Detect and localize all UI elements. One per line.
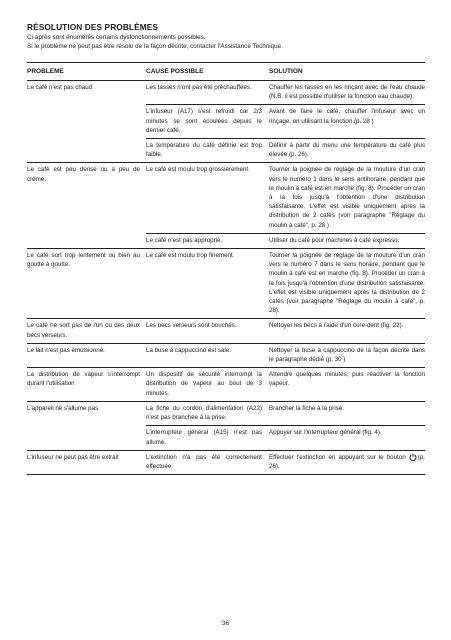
solution-cell: Nettoyer les becs à l'aide d'un cure-dent (fig. 22). xyxy=(269,322,404,330)
problem-cell: Le café n'est pas chaud xyxy=(27,84,93,91)
cause-cell: Les tasses n'ont pas été préchauffées. xyxy=(146,84,252,91)
intro-line-2: Si le problème ne peut pas être résolu de la façon décrite, contacter l'Assistance Technique. xyxy=(27,43,283,50)
header-solution: SOLUTION xyxy=(269,68,303,75)
solution-cell: Avant de faire le café, chauffer l'infuseur avec un rinçage, en utilisant la fonction (p. 28 ) xyxy=(269,108,425,125)
solution-text-tail: (p. 26). xyxy=(269,453,425,470)
table-row xyxy=(27,319,425,343)
solution-cell: Tourner la poignée de réglage de la mouture d'un cran vers le numéro 1 dans le sens antihoraire, pendant que le moulin à café est en marche (fig. 8). Procéder un cran à la fois jusqu'à l'obtention d'une distribution satisfaisante. L'effet est visible uniquement après la distribution de 2 cafés (voir paragraphe "Réglage du moulin à café", p. 28 ). xyxy=(269,166,425,229)
cause-cell: La fiche du cordon d'alimentation (A22) n'est pas branchée à la prise. xyxy=(146,404,262,422)
page-number: 36 xyxy=(221,620,230,627)
solution-cell: Définir à partir du menu une température du café plus élevée (p. 26). xyxy=(269,142,425,159)
problem-cell: Le lait n'est pas émulsionné. xyxy=(27,346,105,354)
solution-cell: Appuyer sur l'interrupteur général (fig. 4). xyxy=(269,429,382,437)
table-row xyxy=(27,451,425,475)
intro-line-1: Ci-après sont énumérés certains dysfonctionnements possibles. xyxy=(27,34,206,41)
cause-solution-pair xyxy=(146,402,425,425)
cause-cell: L'interrupteur général (A15) n'est pas allumé. xyxy=(146,429,262,446)
solution-cell xyxy=(269,451,425,474)
table-row xyxy=(27,402,425,451)
cause-cell: La température du café définie est trop faible. xyxy=(146,142,262,159)
solution-cell: Nettoyer la buse à cappuccino de la façon décrite dans le paragraphe dédié (p. 30 ) xyxy=(269,346,425,364)
cause-solution-pair xyxy=(146,138,425,162)
problem-cell: La distribution de vapeur s'interrompt durant l'utilisation xyxy=(27,371,140,388)
cause-cell: L'infuseur (A17) s'est refroidi car 2/3 minutes se sont écoulées depuis le dernier café. xyxy=(146,108,262,134)
table-header xyxy=(27,63,425,81)
cause-solution-pair xyxy=(146,81,425,104)
header-problem: PROBLEME xyxy=(27,68,64,75)
page-title: RÉSOLUTION DES PROBLÈMES xyxy=(27,22,159,32)
table-row xyxy=(27,249,425,319)
cause-cell: Le café est moulu trop grossièrement. xyxy=(146,166,250,174)
cause-cell: Un dispositif de sécurité interrompt la distribution de vapeur au bout de 3 minutes. xyxy=(146,371,262,397)
cause-solution-pair xyxy=(146,425,425,449)
problem-cell: Le café ne sort pas de l'un ou des deux becs verseurs. xyxy=(27,322,140,339)
solution-cell: Tourner la poignée de réglage de la mouture d'un cran vers le numéro 7 dans le sens horaire, pendant que le moulin à café est en marche (fig. 8). Procéder un cran à la fois jusqu'à l'obtention d'une distribution satisfaisante. L'effet est visible uniquement après la distribution de 2 cafés (voir paragraphe "Réglage du moulin à café", p. 28). xyxy=(269,252,425,315)
cause-cell: La buse à cappuccino est sale. xyxy=(146,346,231,354)
cause-solution-pair xyxy=(146,104,425,138)
cause-cell: Le café n'est pas approprié. xyxy=(146,236,223,244)
cause-solution-pair xyxy=(146,233,425,248)
table-row xyxy=(27,368,425,402)
cause-solution-pair xyxy=(146,163,425,232)
solution-cell: Utiliser du café pour machines à café expresso. xyxy=(269,236,400,244)
solution-cell: Brancher la fiche à la prise. xyxy=(269,404,344,412)
cause-cell: Le café est moulu trop finement. xyxy=(146,252,235,260)
troubleshooting-table xyxy=(27,62,425,475)
solution-cell: Chauffer les tasses en les rinçant avec de l'eau chaude (N.B. il est possible d'utiliser la fonction eau chaude). xyxy=(269,84,425,101)
solution-text: Effectuer l'extinction en appuyant sur le bouton xyxy=(269,453,406,461)
solution-cell: Attendre quelques minutes, puis réactiver la fonction vapeur. xyxy=(269,371,425,388)
header-cause: CAUSE POSSIBLE xyxy=(146,68,204,75)
problem-cell: Le café est peu dense ou a peu de crème. xyxy=(27,166,140,183)
problem-cell: L'infuseur ne peut pas être extrait xyxy=(27,453,119,461)
power-icon xyxy=(409,453,417,461)
cause-cell: L'extinction n'a pas été correctement effectuée xyxy=(146,453,262,470)
problem-cell: Le café sort trop lentement ou bien au goutte à goutte. xyxy=(27,252,140,269)
cause-cell: Les becs verseurs sont bouchés. xyxy=(146,322,237,330)
table-row xyxy=(27,81,425,163)
problem-cell: L'appareil ne s'allume pas xyxy=(27,404,99,412)
table-row xyxy=(27,344,425,368)
page xyxy=(27,22,425,475)
table-row xyxy=(27,163,425,249)
